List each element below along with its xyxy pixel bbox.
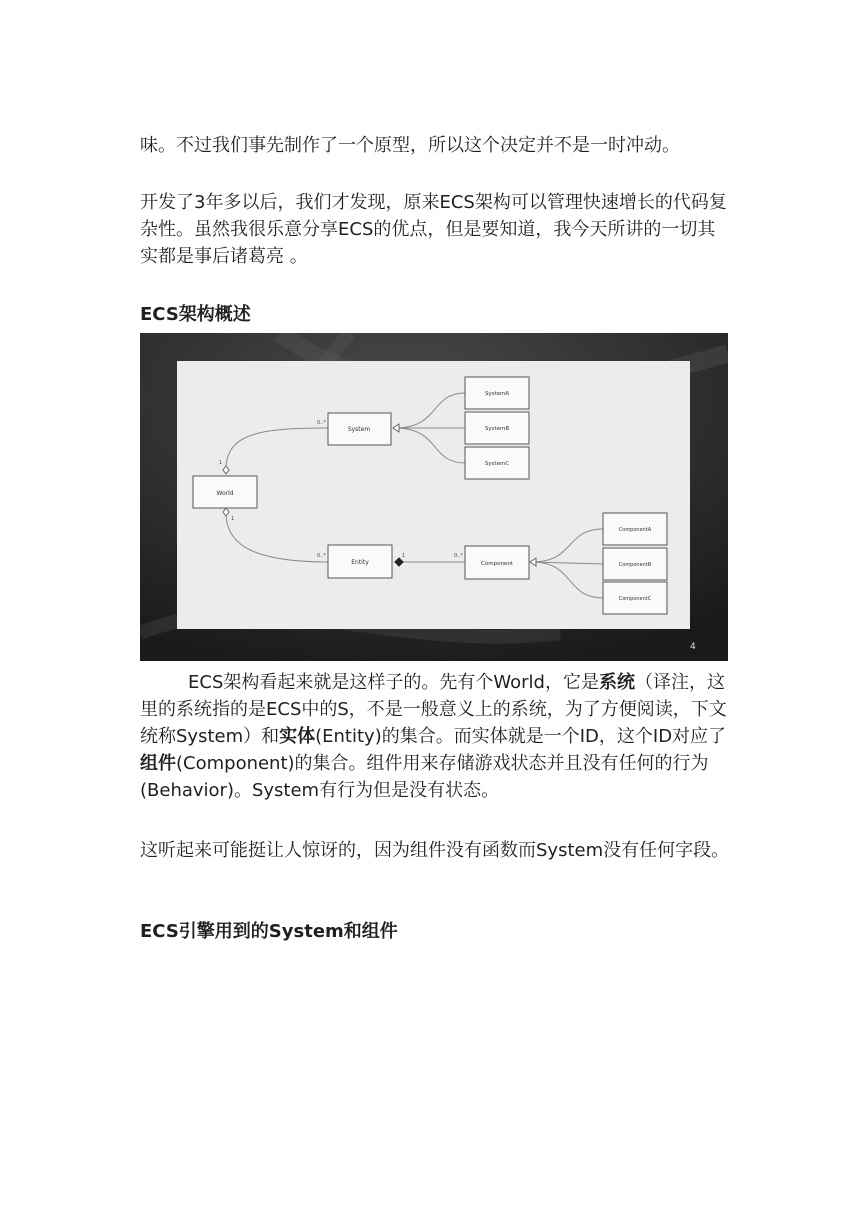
world-label: World bbox=[216, 490, 234, 497]
para3-text-2: （译注，这里的系统指的是ECS中的S，不是一般意义上的系统，为了方便阅读，下文统称System）和 bbox=[140, 672, 727, 747]
paragraph-3 bbox=[140, 669, 730, 804]
para3-text-3: (Entity)的集合。而实体就是一个ID，这个ID对应了 bbox=[315, 726, 727, 747]
para3-text-1: ECS架构看起来就是这样子的。先有个World，它是 bbox=[188, 672, 599, 693]
world-box bbox=[193, 476, 257, 508]
systemB-label: SystemB bbox=[484, 426, 510, 432]
mult-entity-world: 0..* bbox=[317, 553, 326, 559]
systemB-box bbox=[465, 412, 529, 444]
section-heading-ecs-overview: ECS架构概述 bbox=[140, 304, 251, 325]
componentA-label: ComponentA bbox=[618, 527, 652, 533]
component-box bbox=[465, 546, 529, 579]
componentB-box bbox=[603, 548, 667, 580]
entity-label: Entity bbox=[351, 559, 369, 566]
systemC-label: SystemC bbox=[484, 461, 510, 467]
systemA-box bbox=[465, 377, 529, 409]
systemC-box bbox=[465, 447, 529, 479]
paragraph-1: 味。不过我们事先制作了一个原型，所以这个决定并不是一时冲动。 bbox=[140, 135, 680, 156]
paragraph-2: 开发了3年多以后，我们才发现，原来ECS架构可以管理快速增长的代码复杂性。虽然我很乐意分享ECS的优点，但是要知道，我今天所讲的一切其实都是事后诸葛亮 。 bbox=[140, 192, 727, 267]
paragraph-4: 这听起来可能挺让人惊讶的，因为组件没有函数而System没有任何字段。 bbox=[140, 840, 730, 861]
componentA-box bbox=[603, 513, 667, 545]
mult-entity-component: 1 bbox=[402, 553, 406, 559]
para3-bold-component: 组件 bbox=[140, 753, 176, 774]
para3-bold-system: 系统 bbox=[598, 672, 635, 693]
para3-bold-entity: 实体 bbox=[279, 726, 316, 747]
component-label: Component bbox=[481, 561, 513, 567]
componentB-label: ComponentB bbox=[618, 562, 652, 568]
mult-system-world: 0..* bbox=[317, 420, 326, 426]
componentC-label: ComponentC bbox=[618, 596, 652, 602]
slide-number: 4 bbox=[690, 642, 696, 652]
entity-box bbox=[328, 545, 392, 578]
componentC-box bbox=[603, 582, 667, 614]
system-label: System bbox=[347, 426, 371, 433]
systemA-label: SystemA bbox=[484, 391, 510, 397]
system-box bbox=[328, 413, 391, 445]
mult-world-entity: 1 bbox=[231, 516, 235, 522]
section-heading-ecs-systems-components: ECS引擎用到的System和组件 bbox=[140, 921, 398, 942]
para3-text-4: (Component)的集合。组件用来存储游戏状态并且没有任何的行为(Behavior)。System有行为但是没有状态。 bbox=[140, 753, 709, 801]
ecs-architecture-diagram bbox=[140, 333, 728, 661]
mult-world-system: 1 bbox=[219, 460, 223, 466]
mult-component-entity: 0..* bbox=[454, 553, 463, 559]
